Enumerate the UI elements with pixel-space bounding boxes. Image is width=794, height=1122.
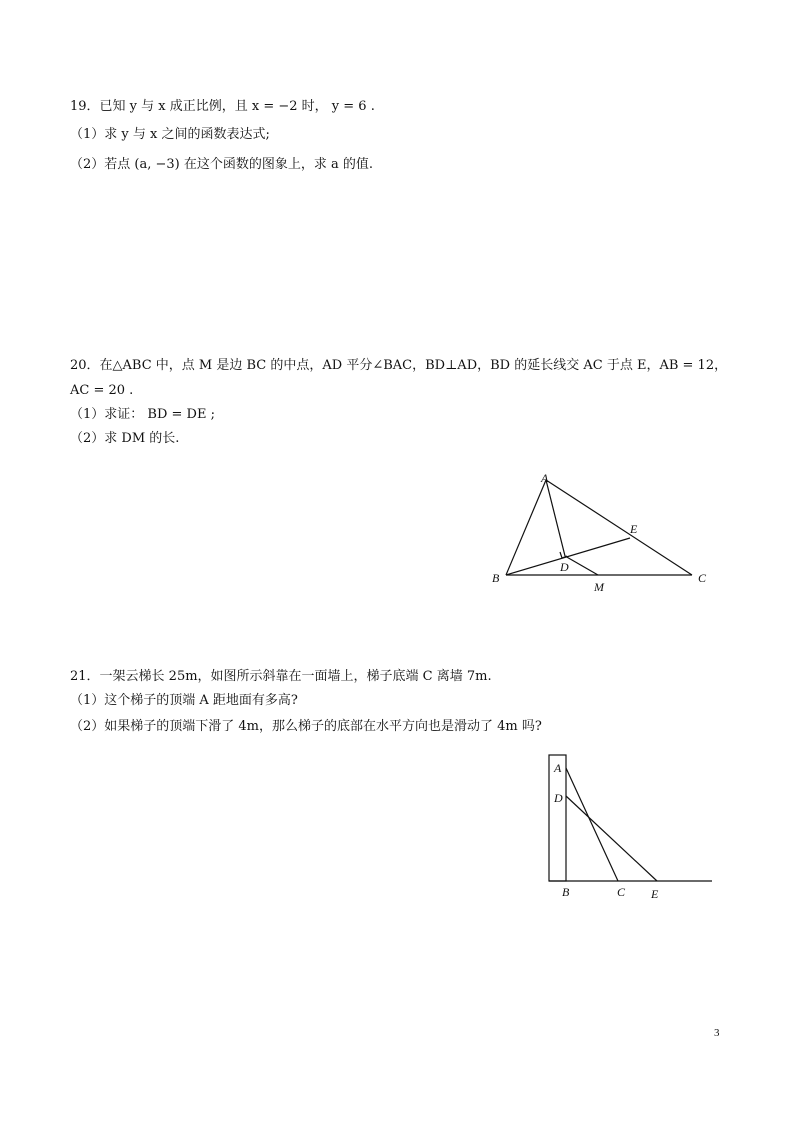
q19-part1: （1）求 y 与 x 之间的函数表达式; [70, 127, 270, 142]
segment-ab [506, 480, 546, 575]
label-a: A [554, 761, 562, 775]
label-c: C [617, 885, 626, 899]
q19-stem: 19．已知 y 与 x 成正比例，且 x = −2 时， y = 6 . [70, 99, 375, 114]
label-b: B [562, 885, 570, 899]
label-a: A [541, 471, 549, 485]
ladder-ac [566, 768, 618, 881]
q20-stem-line2: AC = 20 . [70, 383, 134, 398]
q20-part2: （2）求 DM 的长. [70, 431, 180, 446]
label-e: E [630, 522, 638, 536]
label-d: D [554, 791, 563, 805]
q20-part1: （1）求证： BD = DE ; [70, 407, 215, 422]
triangle-figure [480, 465, 720, 600]
page-number: 3 [714, 1027, 720, 1039]
segment-ad [546, 480, 565, 556]
ladder-figure [540, 748, 720, 908]
label-m: M [594, 580, 604, 594]
q21-stem: 21．一架云梯长 25m，如图所示斜靠在一面墙上，梯子底端 C 离墙 7m. [70, 669, 492, 684]
label-c: C [698, 571, 707, 585]
segment-dm [565, 556, 598, 575]
q21-part2: （2）如果梯子的顶端下滑了 4m，那么梯子的底部在水平方向也是滑动了 4m 吗? [70, 719, 542, 734]
label-d: D [560, 560, 569, 574]
q20-stem-line1: 20．在△ABC 中，点 M 是边 BC 的中点，AD 平分∠BAC，BD⊥AD，BD 的延长线交 AC 于点 E，AB = 12， [70, 358, 728, 373]
label-e: E [651, 887, 659, 901]
q19-part2: （2）若点 (a, −3) 在这个函数的图象上，求 a 的值. [70, 157, 374, 172]
q21-part1: （1）这个梯子的顶端 A 距地面有多高? [70, 693, 298, 708]
label-b: B [492, 571, 500, 585]
